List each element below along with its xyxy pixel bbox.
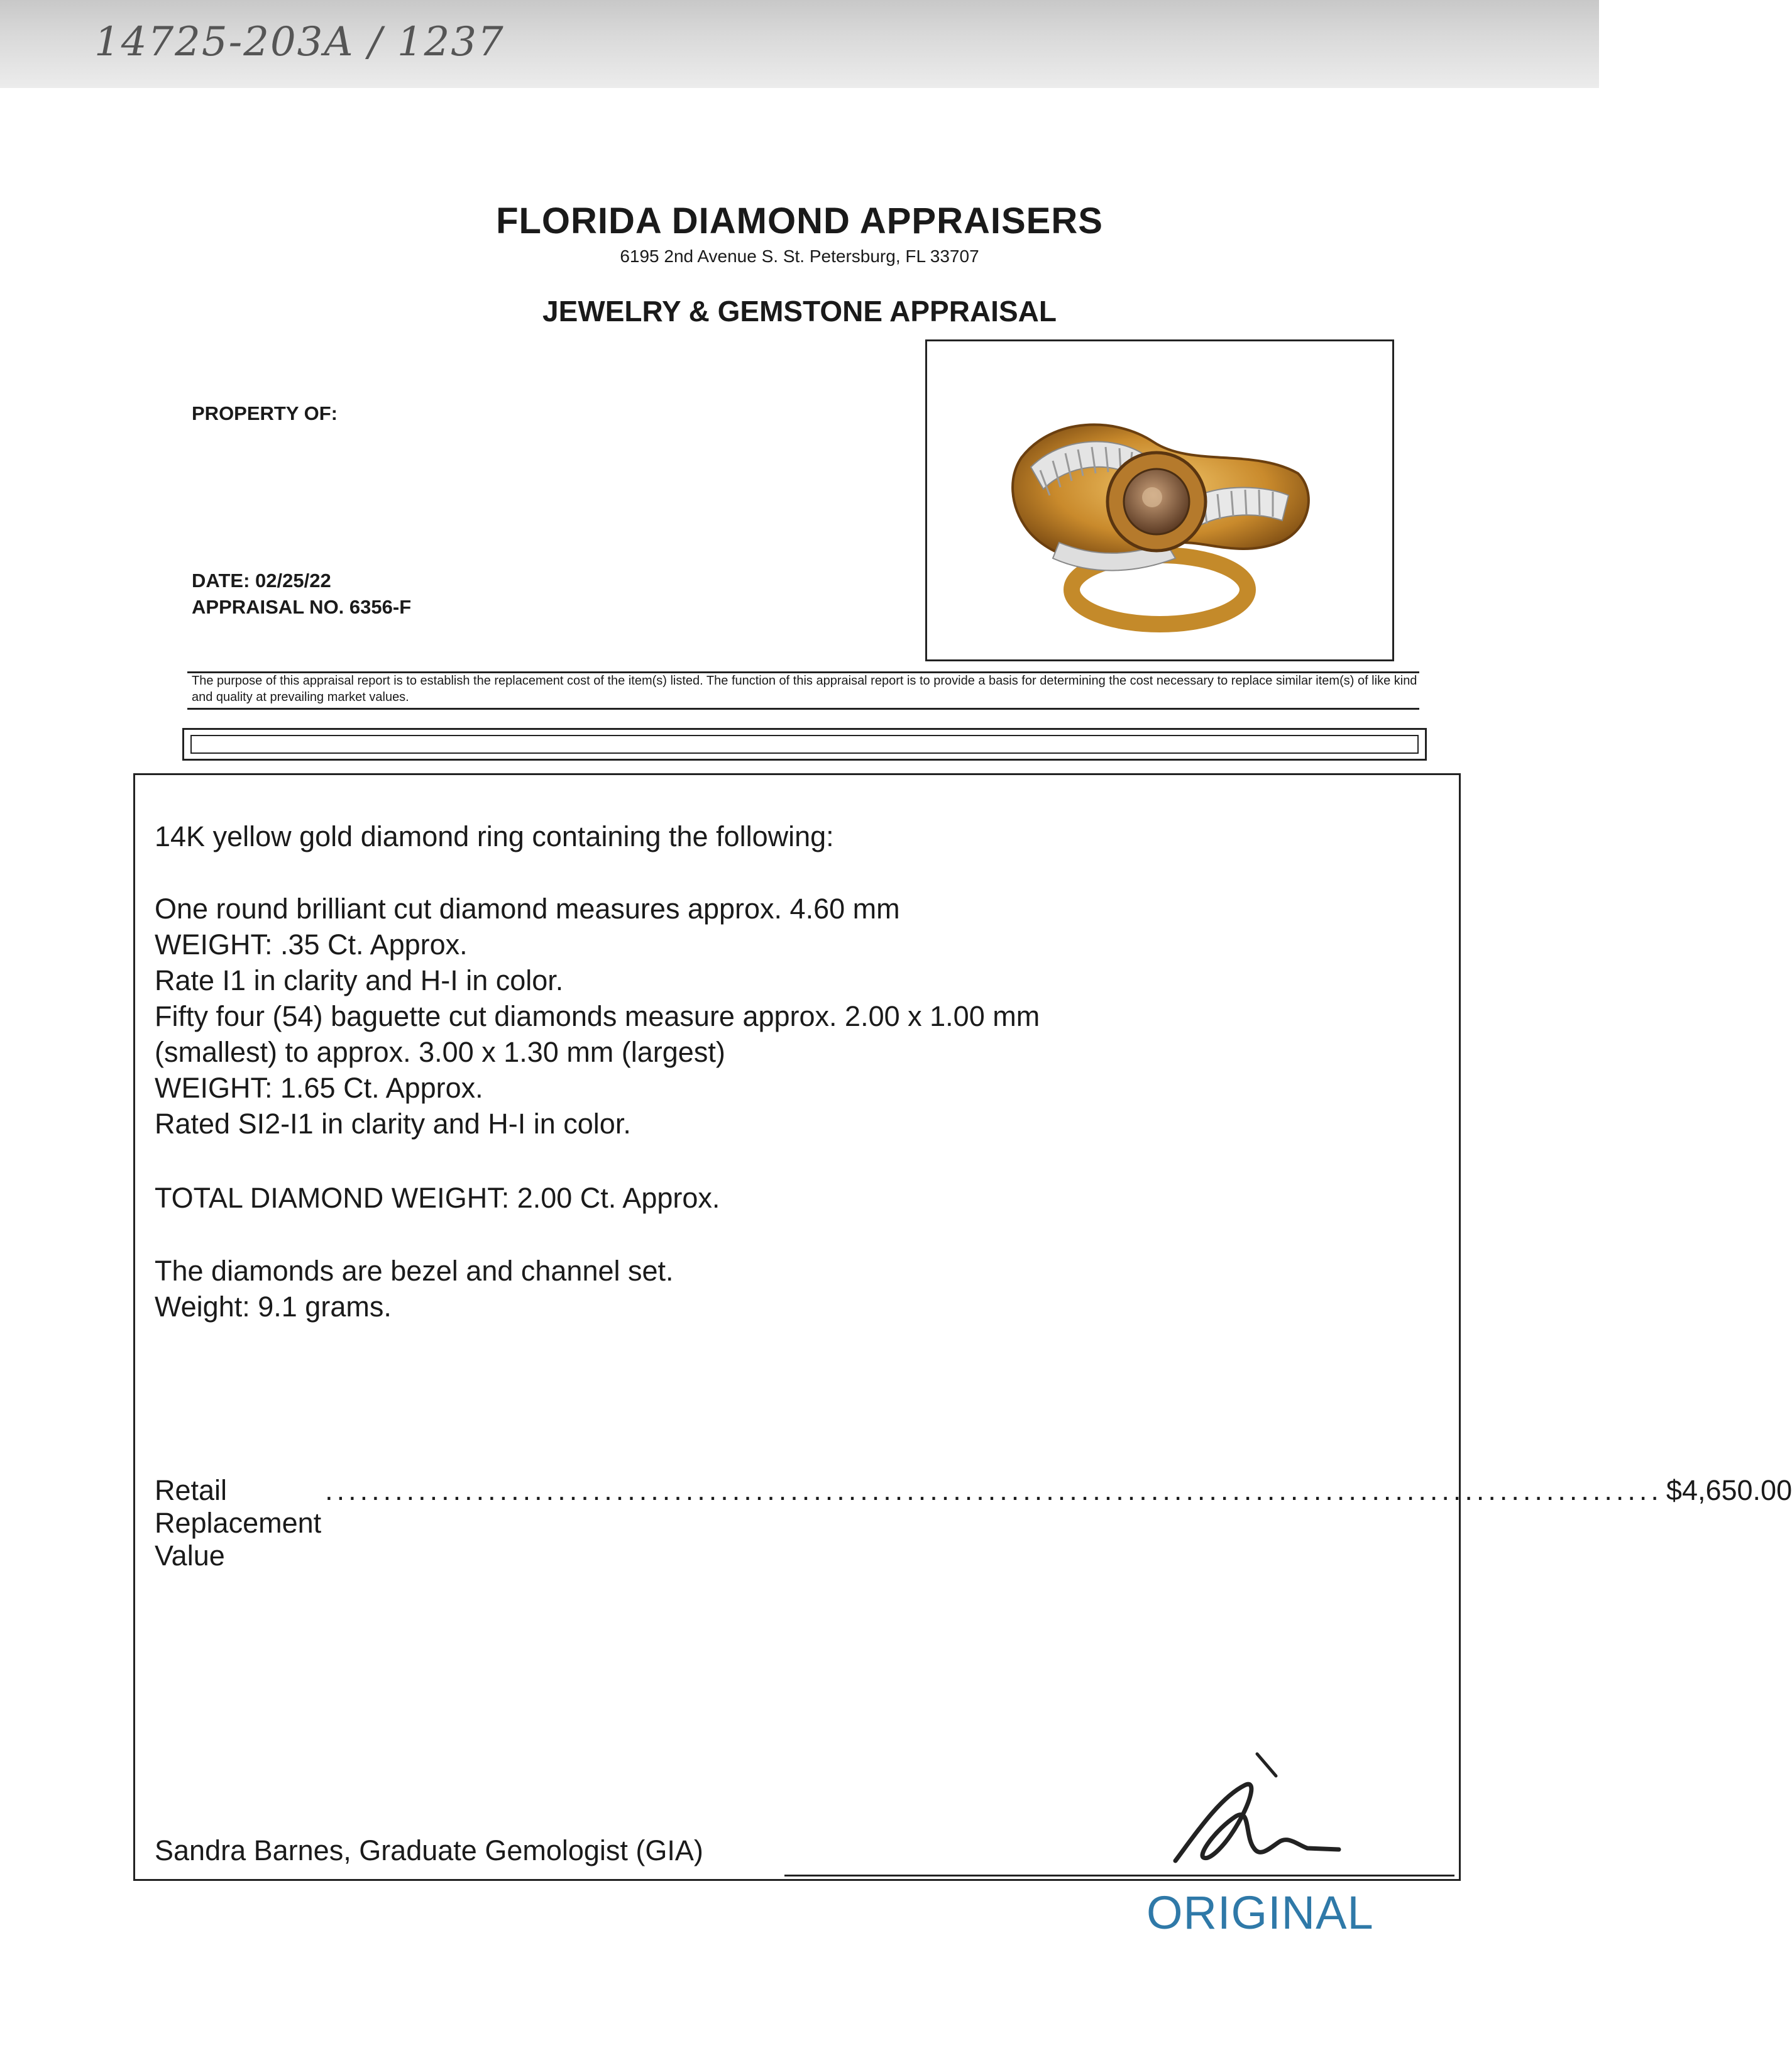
appraisal-number-label: APPRAISAL NO.: [192, 596, 344, 618]
divider-line: [187, 708, 1419, 710]
leader-dots: ...................................................................................................................: [325, 1474, 1663, 1506]
description-line: (smallest) to approx. 3.00 x 1.30 mm (largest): [155, 1036, 725, 1068]
description-line: Rate I1 in clarity and H-I in color.: [155, 964, 564, 996]
appraiser-name: Sandra Barnes, Graduate Gemologist (GIA): [155, 1834, 703, 1866]
replacement-value-amount: $4,650.00: [1666, 1474, 1792, 1506]
date-label: DATE:: [192, 570, 250, 592]
property-of-label: PROPERTY OF:: [192, 402, 338, 424]
ring-photo: [925, 339, 1394, 661]
document-title: JEWELRY & GEMSTONE APPRAISAL: [542, 295, 1057, 328]
description-line: WEIGHT: .35 Ct. Approx.: [155, 929, 468, 961]
company-address: 6195 2nd Avenue S. St. Petersburg, FL 33707: [620, 246, 979, 266]
original-stamp: ORIGINAL: [1146, 1887, 1374, 1939]
date-field: [192, 570, 331, 592]
appraisal-number-value: 6356-F: [349, 596, 412, 618]
company-name: FLORIDA DIAMOND APPRAISERS: [496, 201, 1103, 241]
replacement-value-label: Retail Replacement Value: [155, 1474, 322, 1572]
item-intro: 14K yellow gold diamond ring containing the following:: [155, 820, 834, 852]
appraisal-number-field: [192, 596, 411, 619]
purpose-statement: The purpose of this appraisal report is to establish the replacement cost of the item(s) listed. The function of this appraisal report is to provide a basis for determining the cost necessary to replace similar item(s) of like kind and quality at prevailing market values.: [192, 674, 1417, 704]
replacement-value-row: [155, 1474, 1792, 1572]
setting-description: The diamonds are bezel and channel set.: [155, 1255, 674, 1287]
description-line: Fifty four (54) baguette cut diamonds measure approx. 2.00 x 1.00 mm: [155, 1000, 1040, 1032]
total-diamond-weight: TOTAL DIAMOND WEIGHT: 2.00 Ct. Approx.: [155, 1182, 720, 1214]
description-line: WEIGHT: 1.65 Ct. Approx.: [155, 1072, 483, 1104]
item-header-bar: [182, 728, 1427, 761]
description-line: One round brilliant cut diamond measures approx. 4.60 mm: [155, 893, 900, 925]
description-line: Rated SI2-I1 in clarity and H-I in color.: [155, 1108, 631, 1140]
ring-image: [927, 341, 1392, 659]
gross-weight: Weight: 9.1 grams.: [155, 1291, 392, 1323]
handwritten-note: 14725-203A / 1237: [94, 19, 505, 65]
signature-mark: [1150, 1741, 1358, 1886]
date-value: 02/25/22: [255, 570, 331, 592]
